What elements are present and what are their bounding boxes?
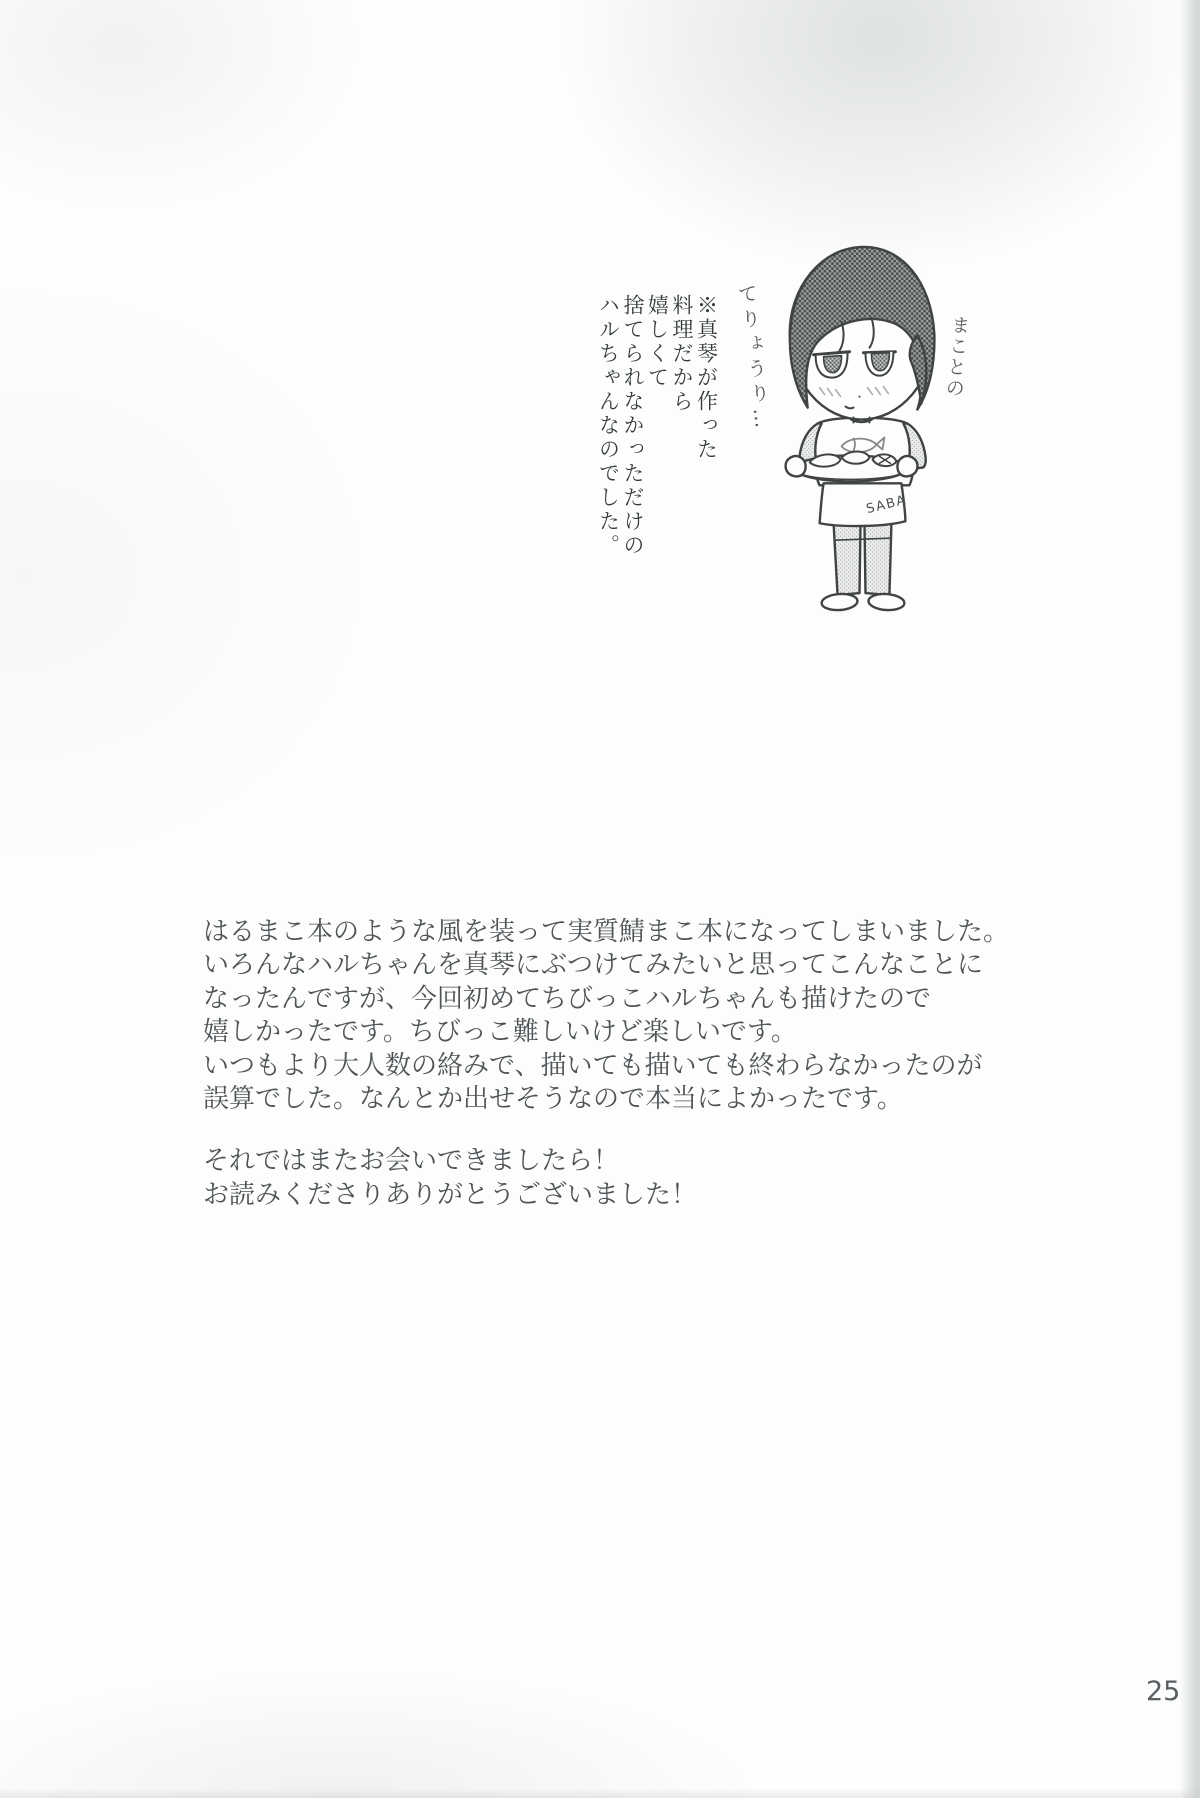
afterword-paragraph-2 [203,1145,1009,1212]
scan-shading-topleft [0,0,360,210]
side-note-column: 嬉しくて [645,294,670,390]
side-note-column: 捨てられなかっただけの [621,294,645,558]
scan-shadow-right-edge [1180,0,1200,1798]
side-note-column: 料理だから [670,294,694,414]
afterword-line: いろんなハルちゃんを真琴にぶつけてみたいと思ってこんなことに [203,950,984,981]
apron-text: SABA [864,492,909,518]
afterword-line: 嬉しかったです。ちびっこ難しいけど楽しいです。 [203,1017,797,1048]
side-note-column: ハルちゃんなのでした。 [596,294,621,558]
chibi-character-illustration [782,240,945,619]
scan-shadow-bottom-edge [0,1788,1200,1798]
afterword-line: 誤算でした。なんとか出せそうなので本当によかったです。 [203,1084,903,1115]
chibi-head [790,247,935,423]
nose [859,396,861,398]
side-note-column: ※真琴が作った [694,294,719,462]
saba-apron [820,483,909,526]
afterword-paragraph-1 [203,916,1009,1116]
afterword-line: いつもより大人数の絡みで、描いても描いても終わらなかったのが [203,1050,983,1081]
chibi-feet [821,593,905,611]
side-note-vertical [596,294,719,594]
page-number: 25 [1146,1676,1181,1707]
afterword-line: はるまこ本のような風を装って実質鯖まこ本になってしまいました。 [203,917,1010,947]
afterword-line: それではまたお会いできましたら！ [203,1146,620,1177]
afterword-text [203,916,1009,1212]
handwritten-note-teryouri: てりょうり… [733,282,776,435]
chibi-legs [834,523,892,595]
afterword-line: なったんですが、今回初めてちびっこハルちゃんも描けたので [203,983,932,1014]
handwritten-note-makoto: まことの [941,314,972,400]
afterword-line: お読みくださりありがとうございました！ [203,1179,698,1210]
scan-shading-top [560,0,1200,270]
